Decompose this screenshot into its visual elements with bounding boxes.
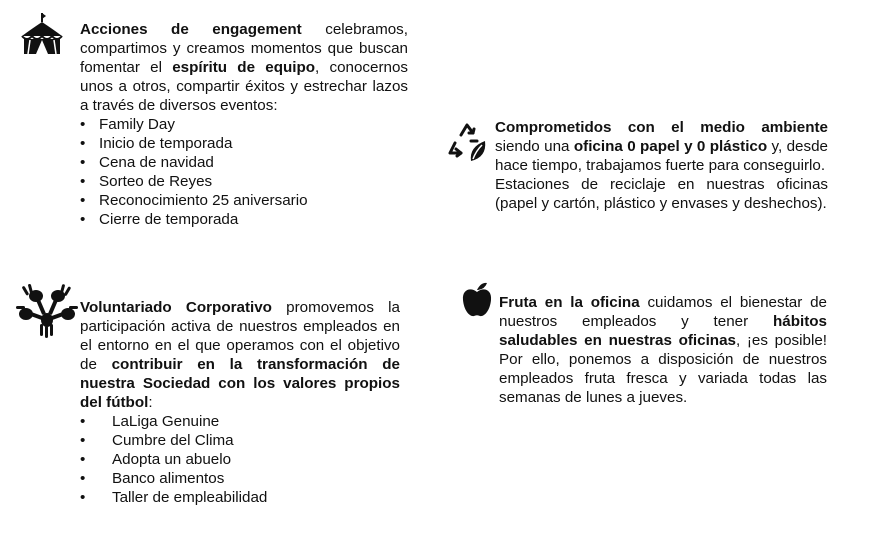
list-item: • Taller de empleabilidad xyxy=(80,488,400,507)
medio-ambiente-section xyxy=(495,118,828,213)
list-item: • Cena de navidad xyxy=(80,153,408,172)
list-item: • Adopta un abuelo xyxy=(80,450,400,469)
engagement-title: Acciones de engagement xyxy=(80,21,302,38)
raised-hands-icon xyxy=(16,282,78,338)
fruta-paragraph: Fruta en la oficina cuidamos el bienestar de nuestros empleados y tener hábitos saludables en nuestras oficinas, ¡es posible! Por ello, ponemos a disposición de nuestros empleados fruta fresca y variada todas las semanas de lunes a jueves. xyxy=(499,294,827,406)
list-item: • Cumbre del Clima xyxy=(80,431,400,450)
list-item: • Banco alimentos xyxy=(80,469,400,488)
medio-ambiente-title: Comprometidos con el medio ambiente xyxy=(495,119,828,136)
engagement-paragraph: Acciones de engagement celebramos, compartimos y creamos momentos que buscan fomentar el espíritu de equipo, conocernos unos a otros, compartir éxitos y estrechar lazos a través de diversos eventos: xyxy=(80,21,408,114)
list-item: • Reconocimiento 25 aniversario xyxy=(80,191,408,210)
list-item: • LaLiga Genuine xyxy=(80,412,400,431)
voluntariado-paragraph: Voluntariado Corporativo promovemos la participación activa de nuestros empleados en el entorno en el que operamos con el objetivo de contribuir en la transformación de nuestra Sociedad con los valores propios del fútbol: xyxy=(80,299,400,411)
voluntariado-section xyxy=(80,298,400,507)
apple-icon xyxy=(461,281,493,319)
list-item: • Sorteo de Reyes xyxy=(80,172,408,191)
engagement-list xyxy=(80,115,408,229)
engagement-section xyxy=(80,20,408,229)
list-item: • Inicio de temporada xyxy=(80,134,408,153)
fruta-section xyxy=(499,293,827,407)
list-item: • Family Day xyxy=(80,115,408,134)
recycle-icon xyxy=(447,121,489,163)
list-item: • Cierre de temporada xyxy=(80,210,408,229)
medio-ambiente-paragraph: Comprometidos con el medio ambiente siendo una oficina 0 papel y 0 plástico y, desde hace tiempo, trabajamos fuerte para conseguirlo. xyxy=(495,119,828,174)
fruta-title: Fruta en la oficina xyxy=(499,294,640,311)
voluntariado-title: Voluntariado Corporativo xyxy=(80,299,272,316)
voluntariado-list xyxy=(80,412,400,507)
medio-ambiente-paragraph-2: Estaciones de reciclaje en nuestras oficinas (papel y cartón, plástico y envases y deshechos). xyxy=(495,176,828,212)
circus-tent-icon xyxy=(20,12,64,56)
